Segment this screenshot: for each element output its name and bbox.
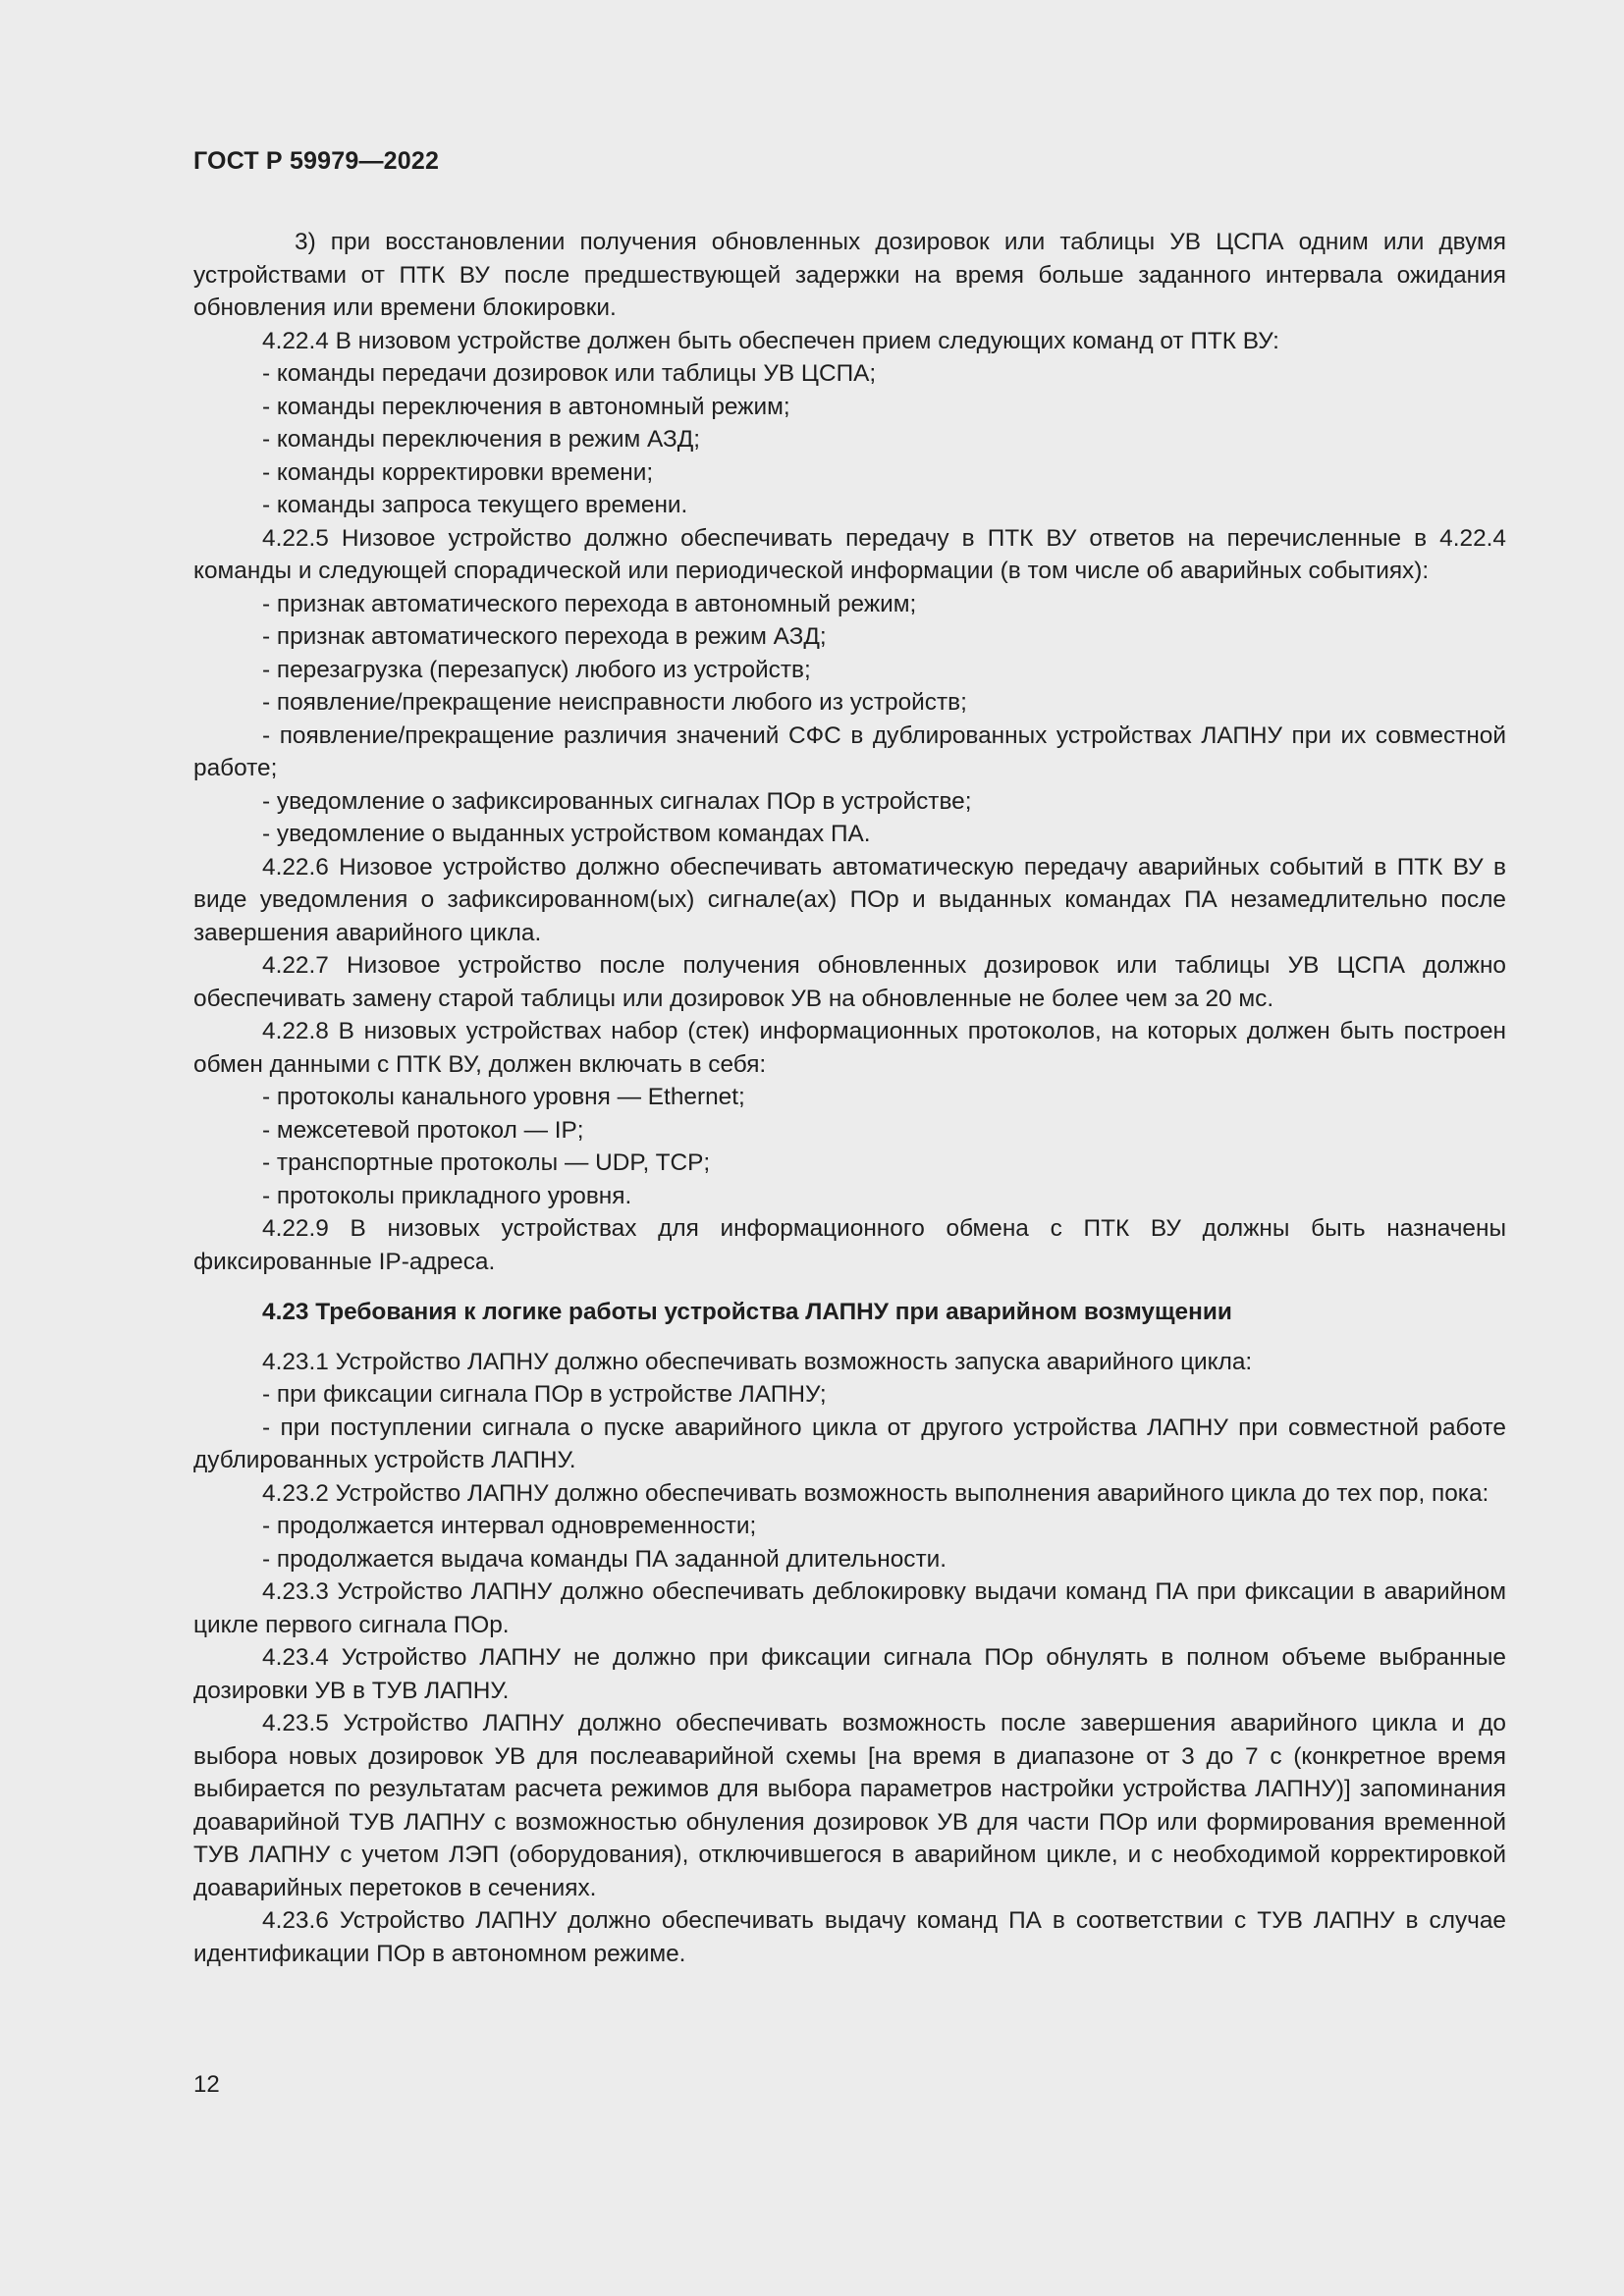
paragraph: 3) при восстановлении получения обновленных дозировок или таблицы УВ ЦСПА одним или двумя устройствами от ПТК ВУ после предшествующей задержки на время больше заданного интервала ожидания обновления или времени блокировки.	[193, 229, 1506, 321]
list-item: - продолжается интервал одновременности;	[262, 1513, 757, 1539]
paragraph: 4.22.6 Низовое устройство должно обеспечивать автоматическую передачу аварийных событий в ПТК ВУ в виде уведомления о зафиксированном(ых) сигнале(ах) ПОр и выданных командах ПА незамедлительно после завершения аварийного цикла.	[193, 853, 1506, 946]
paragraph: 4.23.5 Устройство ЛАПНУ должно обеспечивать возможность после завершения аварийного цикла и до выбора новых дозировок УВ для послеаварийной схемы [на время в диапазоне от 3 до 7 с (конкретное время выбирается по результатам расчета режимов для выбора параметров настройки устройства ЛАПНУ)] запоминания доаварийной ТУВ ЛАПНУ с возможностью обнуления дозировок УВ для части ПОр или формирования временной ТУВ ЛАПНУ с учетом ЛЭП (оборудования), отключившегося в аварийном цикле, и с необходимой корректировкой доаварийных перетоков в сечениях.	[193, 1710, 1506, 1901]
paragraph: 4.22.8 В низовых устройствах набор (стек) информационных протоколов, на которых должен быть построен обмен данными с ПТК ВУ, должен включать в себя:	[193, 1018, 1506, 1078]
list-item: - уведомление о зафиксированных сигналах ПОр в устройстве;	[262, 787, 972, 815]
section-heading: 4.23 Требования к логике работы устройства ЛАПНУ при аварийном возмущении	[262, 1299, 1232, 1325]
paragraph: 4.22.9 В низовых устройствах для информационного обмена с ПТК ВУ должны быть назначены фиксированные IP-адреса.	[193, 1215, 1506, 1275]
list-item: - команды передачи дозировок или таблицы УВ ЦСПА;	[262, 360, 877, 387]
paragraph: 4.23.6 Устройство ЛАПНУ должно обеспечивать выдачу команд ПА в соответствии с ТУВ ЛАПНУ в случае идентификации ПОр в автономном режиме.	[193, 1907, 1506, 1967]
document-header: ГОСТ Р 59979—2022	[193, 147, 440, 175]
paragraph: 4.22.7 Низовое устройство после получения обновленных дозировок или таблицы УВ ЦСПА должно обеспечивать замену старой таблицы или дозировок УВ на обновленные не более чем за 20 мс.	[193, 952, 1506, 1012]
paragraph: 4.22.5 Низовое устройство должно обеспечивать передачу в ПТК ВУ ответов на перечисленные в 4.22.4 команды и следующей спорадической или периодической информации (в том числе об аварийных событиях):	[193, 524, 1506, 584]
list-item: - протоколы канального уровня — Ethernet;	[262, 1084, 745, 1110]
list-item: - при фиксации сигнала ПОр в устройстве ЛАПНУ;	[262, 1381, 827, 1408]
list-item: - признак автоматического перехода в автономный режим;	[262, 590, 917, 617]
list-item: - при поступлении сигнала о пуске аварийного цикла от другого устройства ЛАПНУ при совместной работе дублированных устройств ЛАПНУ.	[193, 1414, 1506, 1473]
list-item: - межсетевой протокол — IP;	[262, 1116, 584, 1144]
list-item: - команды переключения в режим АЗД;	[262, 426, 701, 453]
list-item: - признак автоматического перехода в режим АЗД;	[262, 623, 827, 650]
paragraph: 4.22.4 В низовом устройстве должен быть обеспечен прием следующих команд от ПТК ВУ:	[262, 327, 1279, 354]
list-item: - уведомление о выданных устройством командах ПА.	[262, 821, 871, 847]
list-item: - команды корректировки времени;	[262, 458, 654, 486]
list-item: - транспортные протоколы — UDP, TCP;	[262, 1149, 711, 1176]
list-item: - продолжается выдача команды ПА заданной длительности.	[262, 1545, 947, 1573]
paragraph: 4.23.3 Устройство ЛАПНУ должно обеспечивать деблокировку выдачи команд ПА при фиксации в аварийном цикле первого сигнала ПОр.	[193, 1578, 1506, 1638]
paragraph: 4.23.1 Устройство ЛАПНУ должно обеспечивать возможность запуска аварийного цикла:	[262, 1348, 1253, 1375]
list-item: - команды переключения в автономный режим;	[262, 393, 790, 420]
document-body	[193, 226, 1506, 1970]
paragraph: 4.23.4 Устройство ЛАПНУ не должно при фиксации сигнала ПОр обнулять в полном объеме выбранные дозировки УВ в ТУВ ЛАПНУ.	[193, 1644, 1506, 1704]
list-item: - перезагрузка (перезапуск) любого из устройств;	[262, 656, 811, 683]
paragraph: 4.23.2 Устройство ЛАПНУ должно обеспечивать возможность выполнения аварийного цикла до тех пор, пока:	[262, 1479, 1489, 1507]
list-item: - команды запроса текущего времени.	[262, 492, 688, 518]
list-item: - появление/прекращение различия значений СФС в дублированных устройствах ЛАПНУ при их совместной работе;	[193, 721, 1506, 781]
list-item: - появление/прекращение неисправности любого из устройств;	[262, 689, 967, 716]
page-number: 12	[193, 2071, 220, 2098]
list-item: - протоколы прикладного уровня.	[262, 1182, 632, 1209]
